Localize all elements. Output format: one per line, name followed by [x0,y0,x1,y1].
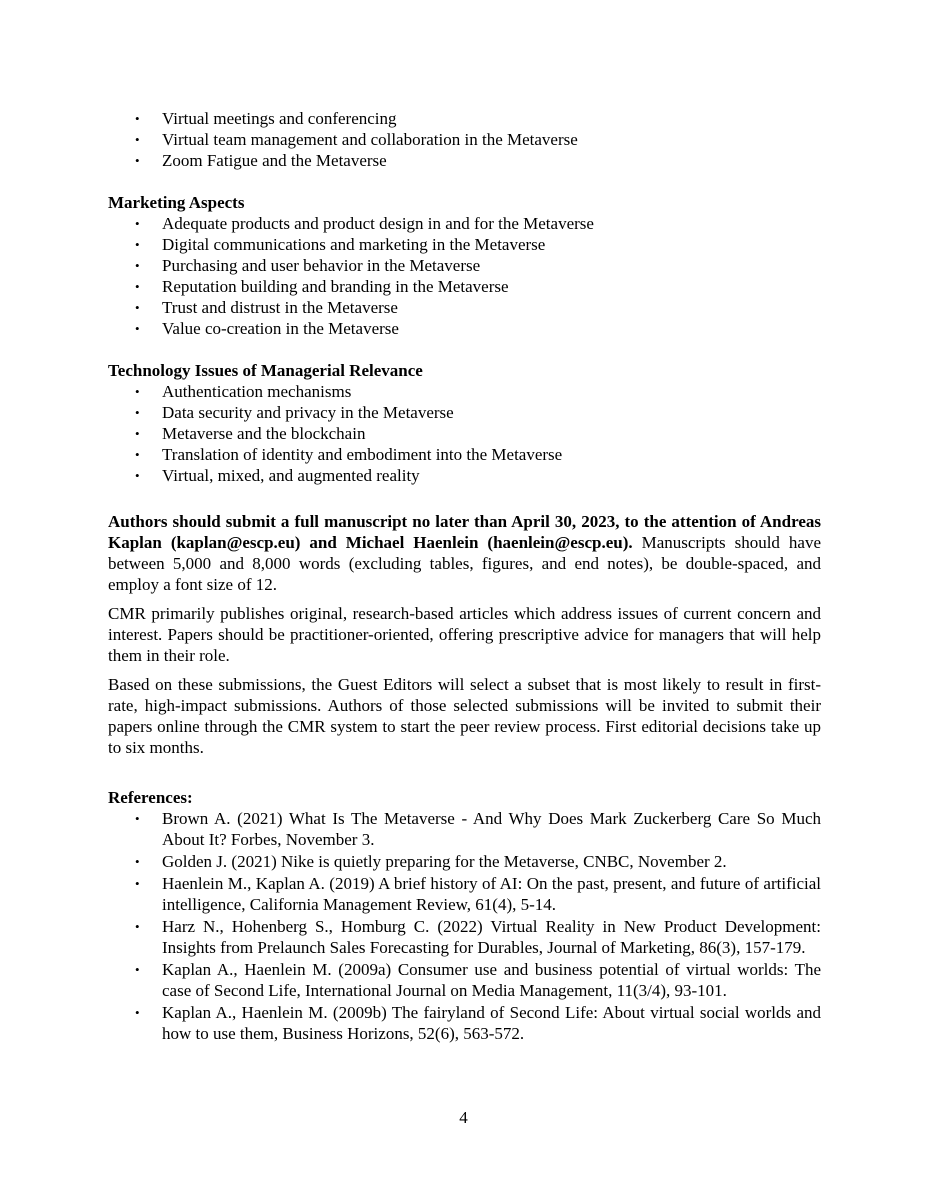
bullet-icon: • [135,153,140,168]
reference-item: • Golden J. (2021) Nike is quietly preparing for the Metaverse, CNBC, November 2. [135,852,727,871]
bullet-icon: • [135,426,140,441]
bullet-icon: • [135,876,140,891]
list-item: • Virtual, mixed, and augmented reality [135,466,420,485]
document-page [108,108,821,1044]
list-item: • Virtual meetings and conferencing [135,109,397,128]
references-heading: References: [108,788,193,807]
bullet-icon: • [135,919,140,934]
list-item: • Data security and privacy in the Metaverse [135,403,454,422]
reference-item: • Kaplan A., Haenlein M. (2009b) The fairyland of Second Life: About virtual social worlds and how to use them, Business Horizons, 52(6), 563-572. [135,1003,821,1043]
bullet-icon: • [135,132,140,147]
bullet-icon: • [135,962,140,977]
technology-list [108,381,821,486]
bullet-icon: • [135,279,140,294]
list-item: • Trust and distrust in the Metaverse [135,298,398,317]
bullet-icon: • [135,237,140,252]
list-item: • Virtual team management and collaboration in the Metaverse [135,130,578,149]
bullet-icon: • [135,216,140,231]
bullet-icon: • [135,111,140,126]
list-item: • Purchasing and user behavior in the Metaverse [135,256,481,275]
bullet-icon: • [135,384,140,399]
technology-section [108,360,821,486]
list-item: • Metaverse and the blockchain [135,424,366,443]
topic-list-continued [108,108,821,171]
submission-section [108,511,821,758]
page-number: 4 [459,1108,468,1127]
marketing-list [108,213,821,339]
cmr-scope-paragraph: CMR primarily publishes original, research-based articles which address issues of current concern and interest. Papers should be practitioner-oriented, offering prescriptive advice for managers that will help them in their role. [108,604,821,665]
references-list [108,808,821,1044]
list-item: • Digital communications and marketing in the Metaverse [135,235,546,254]
list-item: • Zoom Fatigue and the Metaverse [135,151,387,170]
list-item: • Adequate products and product design in and for the Metaverse [135,214,594,233]
reference-item: • Kaplan A., Haenlein M. (2009a) Consumer use and business potential of virtual worlds: The case of Second Life, International Journal on Media Management, 11(3/4), 93-101. [135,960,821,1000]
reference-item: • Haenlein M., Kaplan A. (2019) A brief history of AI: On the past, present, and future of artificial intelligence, California Management Review, 61(4), 5-14. [135,874,821,914]
marketing-heading: Marketing Aspects [108,193,245,212]
bullet-icon: • [135,300,140,315]
technology-heading: Technology Issues of Managerial Relevance [108,361,423,380]
bullet-icon: • [135,321,140,336]
references-section [108,787,821,1044]
bullet-icon: • [135,447,140,462]
list-item: • Value co-creation in the Metaverse [135,319,399,338]
manuscript-requirements-text: Manuscripts should have between 5,000 and 8,000 words (excluding tables, figures, and end notes), be double-spaced, and employ a font size of 12. [108,533,821,594]
list-item: • Reputation building and branding in the Metaverse [135,277,509,296]
bullet-icon: • [135,854,140,869]
bullet-icon: • [135,811,140,826]
reference-item: • Brown A. (2021) What Is The Metaverse - And Why Does Mark Zuckerberg Care So Much About It? Forbes, November 3. [135,809,821,849]
submission-paragraph [108,511,821,595]
bullet-icon: • [135,468,140,483]
bullet-icon: • [135,1005,140,1020]
submission-deadline-text: Authors should submit a full manuscript no later than April 30, 2023, to the attention of Andreas Kaplan (kaplan@escp.eu) and Michael Haenlein (haenlein@escp.eu). [108,512,821,552]
bullet-icon: • [135,258,140,273]
reference-item: • Harz N., Hohenberg S., Homburg C. (2022) Virtual Reality in New Product Development: Insights from Prelaunch Sales Forecasting for Durables, Journal of Marketing, 86(3), 157-179. [135,917,821,957]
marketing-section [108,192,821,339]
list-item: • Translation of identity and embodiment into the Metaverse [135,445,563,464]
list-item: • Authentication mechanisms [135,382,352,401]
bullet-icon: • [135,405,140,420]
selection-process-paragraph: Based on these submissions, the Guest Editors will select a subset that is most likely to result in first-rate, high-impact submissions. Authors of those selected submissions will be invited to submit their papers online through the CMR system to start the peer review process. First editorial decisions take up to six months. [108,675,821,757]
